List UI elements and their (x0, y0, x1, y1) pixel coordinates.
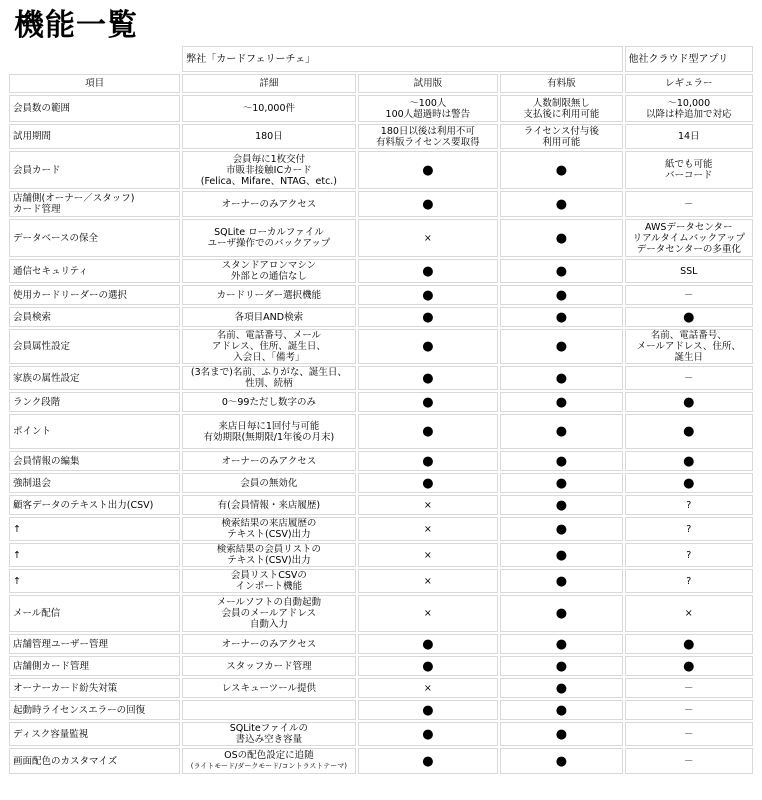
cell-detail: レスキューツール提供 (182, 678, 355, 698)
cell-trial: ● (358, 656, 499, 676)
cell-item: 店舗管理ユーザー管理 (9, 634, 180, 654)
col-header-trial: 試用版 (358, 74, 499, 93)
cell-regular: ? (625, 517, 753, 541)
cell-paid: ● (500, 569, 622, 593)
cell-paid: ● (500, 722, 622, 746)
cell-detail: 会員毎に1枚交付 市販非接触ICカード (Felica、Mifare、NTAG、etc.) (182, 151, 355, 189)
cell-detail: 0～99ただし数字のみ (182, 392, 355, 412)
cell-detail: オーナーのみアクセス (182, 191, 355, 217)
cell-trial: × (358, 543, 499, 567)
cell-regular: ● (625, 656, 753, 676)
cell-paid: ● (500, 414, 622, 449)
cell-trial: ● (358, 451, 499, 471)
cell-detail: 検索結果の来店履歴の テキスト(CSV)出力 (182, 517, 355, 541)
cell-regular: － (625, 748, 753, 774)
table-row (9, 678, 753, 698)
cell-regular: ～10,000 以降は枠追加で対応 (625, 95, 753, 122)
cell-regular: － (625, 678, 753, 698)
cell-paid: ● (500, 473, 622, 493)
cell-detail (182, 748, 355, 774)
cell-trial: ● (358, 307, 499, 327)
table-row (9, 259, 753, 283)
cell-regular: ● (625, 473, 753, 493)
cell-paid: ● (500, 495, 622, 515)
cell-item: データベースの保全 (9, 219, 180, 257)
cell-item: ポイント (9, 414, 180, 449)
cell-paid: ● (500, 748, 622, 774)
cell-trial: × (358, 517, 499, 541)
cell-trial: ● (358, 414, 499, 449)
cell-paid: ● (500, 656, 622, 676)
col-header-regular: レギュラー (625, 74, 753, 93)
cell-paid: ● (500, 678, 622, 698)
col-header-detail: 詳細 (182, 74, 355, 93)
table-row (9, 595, 753, 632)
table-row (9, 495, 753, 515)
cell-regular: 紙でも可能 バーコード (625, 151, 753, 189)
table-row (9, 307, 753, 327)
cell-item: 会員数の範囲 (9, 95, 180, 122)
cell-detail: 検索結果の会員リストの テキスト(CSV)出力 (182, 543, 355, 567)
table-row (9, 722, 753, 746)
feature-table (7, 44, 755, 776)
cell-trial: × (358, 495, 499, 515)
table-row (9, 473, 753, 493)
cell-item: ランク段階 (9, 392, 180, 412)
cell-regular: － (625, 700, 753, 720)
cell-detail: SQLite ローカルファイル ユーザ操作でのバックアップ (182, 219, 355, 257)
table-row (9, 634, 753, 654)
cell-detail: SQLiteファイルの 書込み空き容量 (182, 722, 355, 746)
cell-paid: ● (500, 451, 622, 471)
cell-item: ↑ (9, 569, 180, 593)
cell-regular: － (625, 285, 753, 305)
cell-trial: ● (358, 285, 499, 305)
cell-detail (182, 700, 355, 720)
table-row (9, 191, 753, 217)
cell-paid: ● (500, 700, 622, 720)
cell-paid: ● (500, 543, 622, 567)
cell-paid: ● (500, 191, 622, 217)
table-row (9, 451, 753, 471)
table-row (9, 151, 753, 189)
cell-item: 通信セキュリティ (9, 259, 180, 283)
cell-paid: ● (500, 595, 622, 632)
cell-paid: ● (500, 634, 622, 654)
cell-trial: ● (358, 700, 499, 720)
table-row (9, 392, 753, 412)
cell-paid: ライセンス付与後 利用可能 (500, 124, 622, 149)
cell-trial: ● (358, 634, 499, 654)
cell-item: 画面配色のカスタマイズ (9, 748, 180, 774)
cell-regular: SSL (625, 259, 753, 283)
table-row (9, 543, 753, 567)
table-row (9, 414, 753, 449)
group-other-product: 他社クラウド型アプリ (625, 46, 753, 72)
cell-detail: オーナーのみアクセス (182, 451, 355, 471)
cell-detail: メールソフトの自動起動 会員のメールアドレス 自動入力 (182, 595, 355, 632)
cell-paid: ● (500, 329, 622, 364)
table-row (9, 329, 753, 364)
cell-trial: × (358, 219, 499, 257)
cell-paid: 人数制限無し 支払後に利用可能 (500, 95, 622, 122)
col-header-item: 項目 (9, 74, 180, 93)
cell-trial: ● (358, 366, 499, 390)
cell-detail: (3名まで)名前、ふりがな、誕生日、 性別、続柄 (182, 366, 355, 390)
column-header-row (9, 74, 753, 93)
table-row (9, 124, 753, 149)
cell-detail-main: OSの配色設定に追随 (224, 750, 314, 761)
cell-detail: 各項目AND検索 (182, 307, 355, 327)
cell-paid: ● (500, 259, 622, 283)
cell-paid: ● (500, 366, 622, 390)
col-header-paid: 有料版 (500, 74, 622, 93)
table-row (9, 569, 753, 593)
cell-item: 店舗側カード管理 (9, 656, 180, 676)
cell-trial: × (358, 569, 499, 593)
cell-paid: ● (500, 392, 622, 412)
cell-trial: ～100人 100人超過時は警告 (358, 95, 499, 122)
cell-regular: － (625, 191, 753, 217)
page-title: 機能一覧 (14, 8, 138, 43)
group-header-row (9, 46, 753, 72)
cell-item: 会員情報の編集 (9, 451, 180, 471)
cell-trial: 180日以後は利用不可 有料版ライセンス要取得 (358, 124, 499, 149)
cell-paid: ● (500, 219, 622, 257)
blank-cell (9, 46, 180, 72)
cell-regular: ● (625, 634, 753, 654)
cell-paid: ● (500, 517, 622, 541)
cell-regular: － (625, 722, 753, 746)
cell-paid: ● (500, 307, 622, 327)
table-row (9, 656, 753, 676)
cell-regular: × (625, 595, 753, 632)
cell-trial: × (358, 678, 499, 698)
cell-regular: 名前、電話番号、 メールアドレス、住所、 誕生日 (625, 329, 753, 364)
cell-detail: オーナーのみアクセス (182, 634, 355, 654)
cell-detail-note: (ライトモード/ダークモード/コントラストテーマ) (190, 762, 347, 770)
cell-item: 家族の属性設定 (9, 366, 180, 390)
cell-item: オーナーカード紛失対策 (9, 678, 180, 698)
cell-trial: ● (358, 151, 499, 189)
cell-regular: － (625, 366, 753, 390)
cell-detail: 有(会員情報・来店履歴) (182, 495, 355, 515)
cell-trial: ● (358, 191, 499, 217)
cell-item: ↑ (9, 543, 180, 567)
cell-item: 強制退会 (9, 473, 180, 493)
cell-regular: ● (625, 392, 753, 412)
cell-trial: ● (358, 392, 499, 412)
cell-detail: 会員リストCSVの インポート機能 (182, 569, 355, 593)
cell-trial: ● (358, 473, 499, 493)
cell-detail: 来店日毎に1回付与可能 有効期限(無期限/1年後の月末) (182, 414, 355, 449)
cell-detail: 名前、電話番号、メール アドレス、住所、誕生日、 入会日、「備考」 (182, 329, 355, 364)
cell-detail: スタンドアロンマシン 外部との通信なし (182, 259, 355, 283)
cell-regular: ? (625, 569, 753, 593)
cell-regular: ● (625, 414, 753, 449)
cell-regular: ? (625, 543, 753, 567)
table-row (9, 95, 753, 122)
cell-regular: ? (625, 495, 753, 515)
cell-regular: 14日 (625, 124, 753, 149)
cell-detail: 180日 (182, 124, 355, 149)
cell-item: 起動時ライセンスエラーの回復 (9, 700, 180, 720)
cell-item: 会員属性設定 (9, 329, 180, 364)
cell-trial: × (358, 595, 499, 632)
cell-item: 使用カードリーダーの選択 (9, 285, 180, 305)
table-row (9, 366, 753, 390)
cell-item: ディスク容量監視 (9, 722, 180, 746)
cell-paid: ● (500, 285, 622, 305)
table-row (9, 517, 753, 541)
cell-trial: ● (358, 722, 499, 746)
cell-item: 試用期間 (9, 124, 180, 149)
cell-item: ↑ (9, 517, 180, 541)
table-row (9, 285, 753, 305)
table-row (9, 748, 753, 774)
cell-regular: ● (625, 307, 753, 327)
cell-detail: ～10,000件 (182, 95, 355, 122)
cell-regular: ● (625, 451, 753, 471)
cell-item: 店舗側(オーナー／スタッフ) カード管理 (9, 191, 180, 217)
cell-trial: ● (358, 748, 499, 774)
table-row (9, 700, 753, 720)
table-row (9, 219, 753, 257)
cell-detail: スタッフカード管理 (182, 656, 355, 676)
cell-item: 会員検索 (9, 307, 180, 327)
cell-item: 会員カード (9, 151, 180, 189)
group-own-product: 弊社「カードフェリーチェ」 (182, 46, 622, 72)
cell-item: 顧客データのテキスト出力(CSV) (9, 495, 180, 515)
cell-detail: カードリーダー選択機能 (182, 285, 355, 305)
cell-trial: ● (358, 329, 499, 364)
cell-trial: ● (358, 259, 499, 283)
cell-regular: AWSデータセンター リアルタイムバックアップ データセンターの多重化 (625, 219, 753, 257)
cell-paid: ● (500, 151, 622, 189)
cell-item: メール配信 (9, 595, 180, 632)
cell-detail: 会員の無効化 (182, 473, 355, 493)
